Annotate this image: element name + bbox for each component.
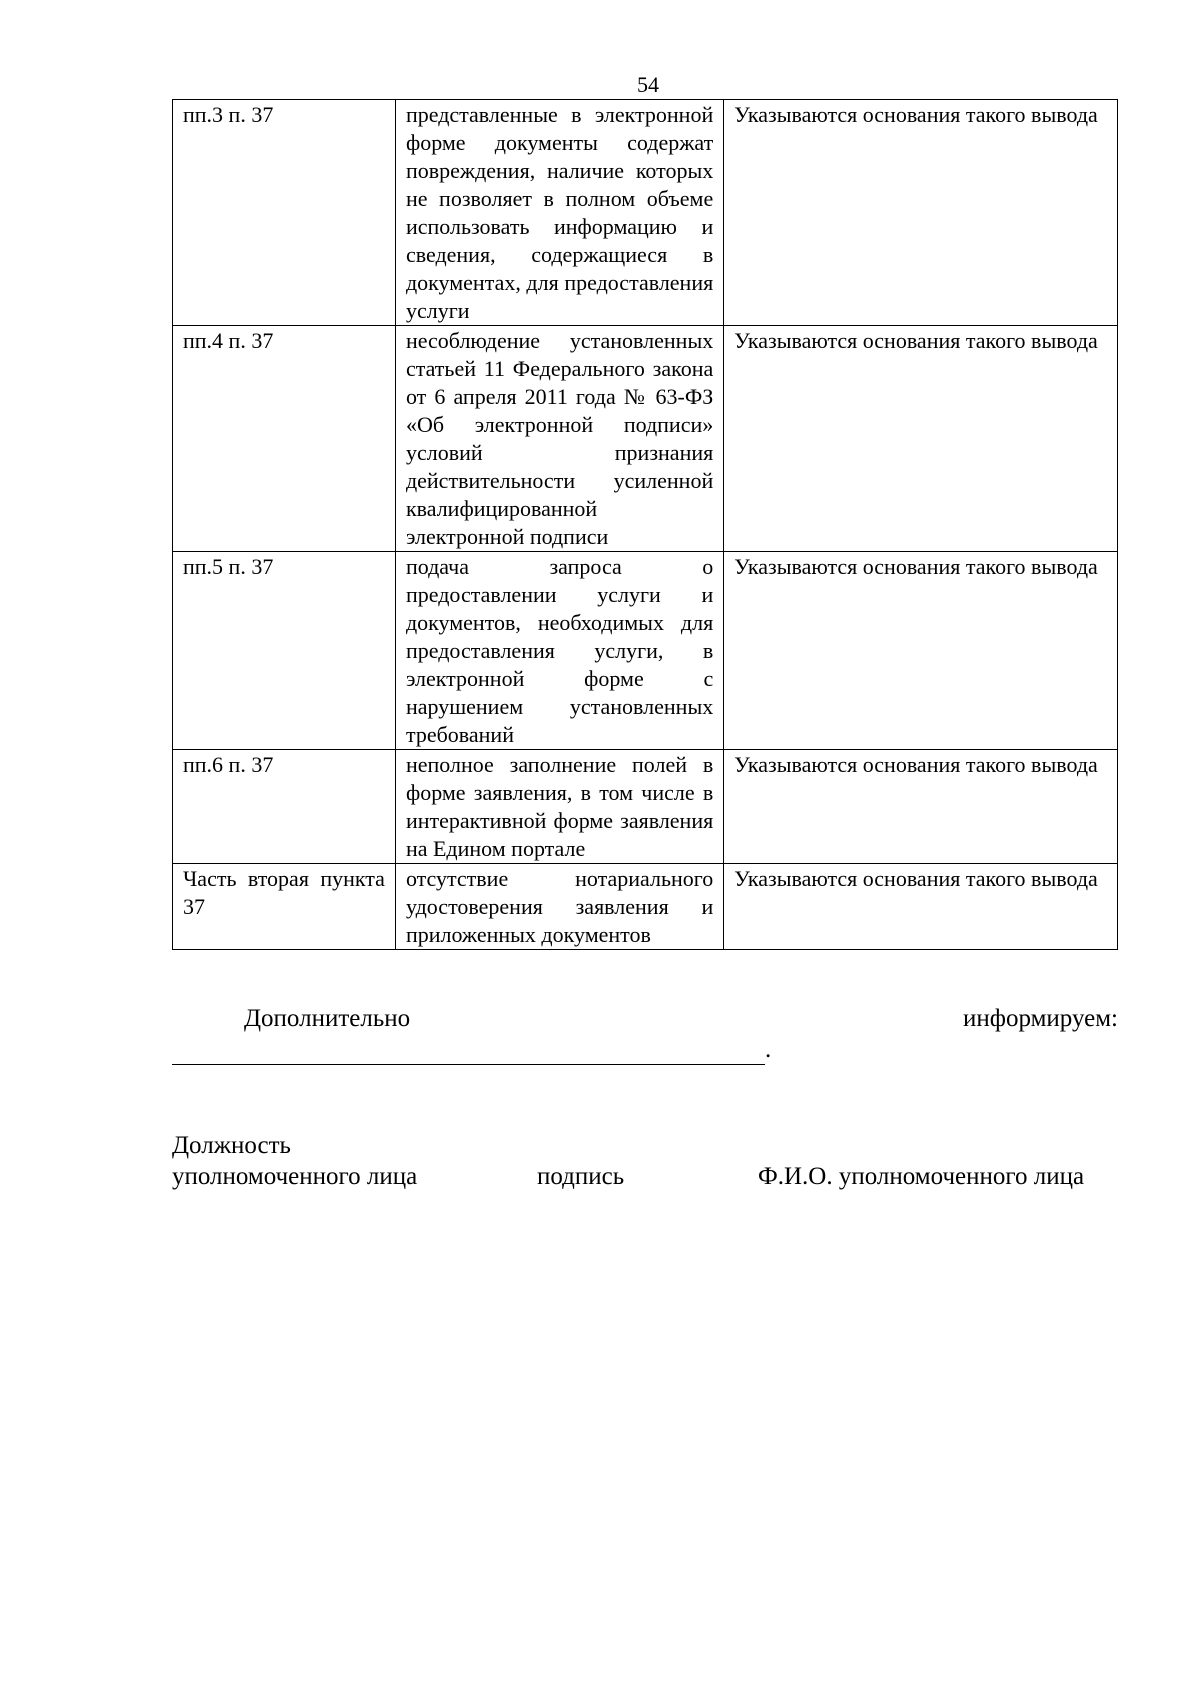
additional-info-first-line xyxy=(172,1004,1118,1034)
table-cell-reason xyxy=(395,750,723,864)
table-row xyxy=(173,552,1118,750)
reason-text: отсутствие нотариального удостоверения заявления и приложенных документов xyxy=(405,866,714,947)
signature-row-1 xyxy=(172,1130,1118,1161)
reason-text: представленные в электронной форме документы содержат повреждения, наличие которых не позволяет в полном объеме использовать информацию и сведения, содержащиеся в документах, для предоставления услуги xyxy=(405,102,714,323)
blank-fill-line xyxy=(172,1040,765,1065)
table-row xyxy=(173,326,1118,552)
table-cell-ref xyxy=(173,864,396,950)
additional-info-blank xyxy=(172,1035,1118,1065)
signature-block xyxy=(172,1130,1118,1192)
additional-info-paragraph xyxy=(172,1004,1118,1065)
ref-text: пп.6 п. 37 xyxy=(183,752,274,777)
explanation-text: Указываются основания такого вывода xyxy=(734,752,1098,777)
fio-label: Ф.И.О. уполномоченного лица xyxy=(758,1163,1085,1190)
table-row xyxy=(173,100,1118,326)
line-end-period: . xyxy=(765,1036,772,1063)
table-cell-reason xyxy=(395,100,723,326)
explanation-text: Указываются основания такого вывода xyxy=(734,866,1098,891)
refusal-grounds-table xyxy=(172,99,1118,950)
position-label: Должность xyxy=(172,1132,291,1159)
table-cell-explanation xyxy=(724,864,1118,950)
table-cell-explanation xyxy=(724,326,1118,552)
reason-text: несоблюдение установленных статьей 11 Федерального закона от 6 апреля 2011 года № 63-ФЗ «Об электронной подписи» условий признания действительности усиленной квалифицированной электронной подписи xyxy=(405,328,714,549)
table-cell-reason xyxy=(395,864,723,950)
signature-row-2 xyxy=(172,1161,1118,1192)
page-number: 54 xyxy=(637,72,659,97)
additional-word: Дополнительно xyxy=(244,1005,411,1032)
explanation-text: Указываются основания такого вывода xyxy=(734,328,1098,353)
ref-text: Часть вторая пункта 37 xyxy=(183,866,385,919)
table-cell-ref xyxy=(173,552,396,750)
table-cell-explanation xyxy=(724,552,1118,750)
table-row xyxy=(173,864,1118,950)
reason-text: неполное заполнение полей в форме заявления, в том числе в интерактивной форме заявления на Едином портале xyxy=(405,752,714,861)
table-cell-explanation xyxy=(724,100,1118,326)
table-cell-ref xyxy=(173,750,396,864)
position-label-cont: уполномоченного лица xyxy=(172,1163,418,1190)
table-cell-reason xyxy=(395,326,723,552)
signature-label: подпись xyxy=(537,1163,625,1190)
inform-word: информируем: xyxy=(963,1005,1118,1032)
table-row xyxy=(173,750,1118,864)
reason-text: подача запроса о предоставлении услуги и документов, необходимых для предоставления услуги, в электронной форме с нарушением установленных требований xyxy=(405,554,714,747)
table-cell-ref xyxy=(173,100,396,326)
table-cell-reason xyxy=(395,552,723,750)
table-cell-ref xyxy=(173,326,396,552)
ref-text: пп.4 п. 37 xyxy=(183,328,274,353)
ref-text: пп.5 п. 37 xyxy=(183,554,274,579)
table-cell-explanation xyxy=(724,750,1118,864)
explanation-text: Указываются основания такого вывода xyxy=(734,554,1098,579)
explanation-text: Указываются основания такого вывода xyxy=(734,102,1098,127)
ref-text: пп.3 п. 37 xyxy=(183,102,274,127)
